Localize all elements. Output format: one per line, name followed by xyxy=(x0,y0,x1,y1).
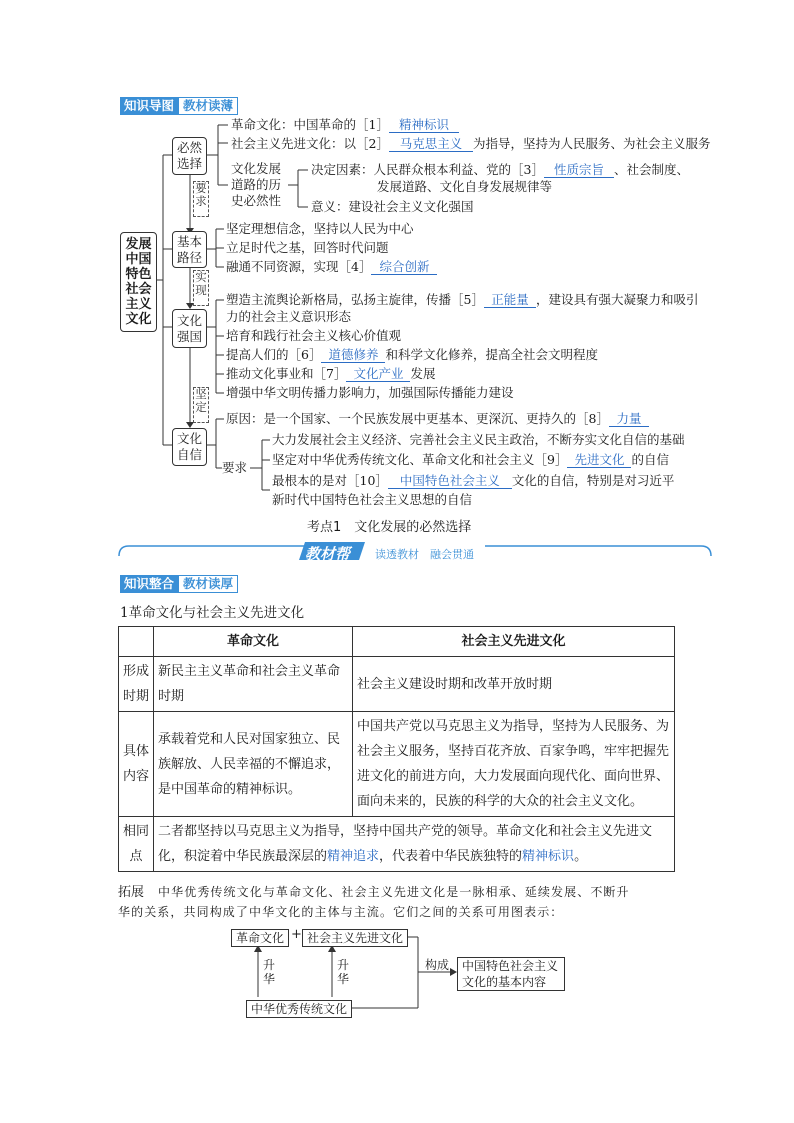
node-path xyxy=(172,231,207,268)
n1-row3-post: 、社会制度、 xyxy=(613,162,689,177)
same-text-e: 。 xyxy=(574,849,588,864)
n4-row3-text: 坚定对中华优秀传统文化、革命文化和社会主义［9］ xyxy=(272,452,568,467)
map-tag-left: 知识导图 xyxy=(120,97,178,115)
diagram-sublimate-label-1: 升华 xyxy=(263,958,276,986)
node-power xyxy=(172,309,207,348)
n4-row3 xyxy=(272,452,669,468)
n4-row1-text: 原因：是一个国家、一个民族发展中更基本、更深沉、更持久的［8］ xyxy=(226,411,609,426)
table-header-row xyxy=(119,627,675,657)
extend-text1: 中华优秀传统文化与革命文化、社会主义先进文化是一脉相承、延续发展、不断升 xyxy=(158,885,630,899)
n4-req-label: 要求 xyxy=(222,460,248,475)
same-text-c: ，代表着中华民族独特的 xyxy=(379,849,523,864)
link-realize: 实现 xyxy=(193,270,209,306)
n1-row2 xyxy=(231,136,710,152)
kaodian-title: 考点1 文化发展的必然选择 xyxy=(307,520,472,535)
diagram-basic-content: 中国特色社会主义文化的基本内容 xyxy=(457,957,565,991)
n3-row4-text: 推动文化事业和［7］ xyxy=(226,366,347,381)
n3-row3-post: 和科学文化修养，提高全社会文明程度 xyxy=(385,347,598,362)
extend-line1 xyxy=(118,881,630,900)
diagram-sublimate-label-2: 升华 xyxy=(337,958,350,986)
n1-row4: 意义：建设社会主义文化强国 xyxy=(311,199,474,214)
comparison-table xyxy=(118,626,675,872)
n3-row3-text: 提高人们的［6］ xyxy=(226,347,322,362)
answer-1: 精神标识 xyxy=(389,118,459,133)
n2-row2: 立足时代之基，回答时代问题 xyxy=(226,240,389,255)
answer-9: 先进文化 xyxy=(567,453,631,468)
n3-row2: 培育和践行社会主义核心价值观 xyxy=(226,328,402,343)
link-firm: 坚定 xyxy=(193,387,209,423)
table-cell: 承载着党和人民对国家独立、民族解放、人民幸福的不懈追求，是中国革命的精神标识。 xyxy=(154,712,353,817)
section-title: 1革命文化与社会主义先进文化 xyxy=(120,605,305,621)
same-highlight-1: 精神追求 xyxy=(327,849,380,864)
extend-line2: 华的关系，共同构成了中华文化的主体与主流。它们之间的关系可用图表示： xyxy=(118,905,564,919)
diagram-traditional-culture: 中华优秀传统文化 xyxy=(246,1000,352,1018)
node-confidence-label: 文化自信 xyxy=(176,431,202,462)
table-header-col2: 社会主义先进文化 xyxy=(353,627,675,657)
diagram-socialist-culture: 社会主义先进文化 xyxy=(302,929,408,947)
n1-row3 xyxy=(311,162,689,178)
answer-8: 力量 xyxy=(609,412,649,427)
n1-row1 xyxy=(231,117,459,133)
n3-row1b: 力的社会主义意识形态 xyxy=(226,309,352,324)
n1-row1-text: 革命文化：中国革命的［1］ xyxy=(231,117,389,132)
map-tag-right: 教材读薄 xyxy=(178,97,238,115)
diagram-compose-label: 构成 xyxy=(425,958,450,972)
same-text-a: 二者都坚持以马克思主义为指导，坚持中国共产党的领导。革命文化和社会主义先进文化，积淀着中华民族最深层的 xyxy=(158,824,653,864)
answer-4: 综合创新 xyxy=(371,260,437,275)
root-node xyxy=(120,232,157,332)
banner-subtitle: 读透教材 融会贯通 xyxy=(375,548,474,561)
extend-label: 拓展 xyxy=(118,885,145,900)
n3-row4 xyxy=(226,366,435,382)
table-cell: 新民主主义革命和社会主义革命时期 xyxy=(154,657,353,712)
table-header-col1: 革命文化 xyxy=(154,627,353,657)
banner-title: 教材帮 xyxy=(305,545,351,563)
n1-row3b: 发展道路、文化自身发展规律等 xyxy=(377,179,553,194)
diagram-revolution-culture: 革命文化 xyxy=(231,929,289,947)
n2-row3 xyxy=(226,259,437,275)
answer-5: 正能量 xyxy=(484,293,536,308)
table-row xyxy=(119,712,675,817)
link-require: 要求 xyxy=(193,181,209,217)
node-necessary xyxy=(172,137,207,175)
diagram-plus: + xyxy=(291,927,302,942)
table-row-same xyxy=(119,817,675,872)
integration-tag-right: 教材读厚 xyxy=(178,575,238,593)
answer-6: 道德修养 xyxy=(321,348,385,363)
n4-row4 xyxy=(272,473,674,489)
n1-row2-post: 为指导，坚持为人民服务、为社会主义服务 xyxy=(472,136,711,151)
same-highlight-2: 精神标识 xyxy=(522,849,575,864)
n4-row4b: 新时代中国特色社会主义思想的自信 xyxy=(272,492,473,507)
n4-row1 xyxy=(226,411,649,427)
root-label: 发展中国特色社会主义文化 xyxy=(125,237,152,327)
answer-3: 性质宗旨 xyxy=(544,163,614,178)
node-path-label: 基本路径 xyxy=(176,233,202,265)
n3-row1-post: ，建设具有强大凝聚力和吸引 xyxy=(535,292,699,307)
n4-row2: 大力发展社会主义经济、完善社会主义民主政治，不断夯实文化自信的基础 xyxy=(272,432,685,447)
n3-row4-post: 发展 xyxy=(410,366,436,381)
n1-row2-text: 社会主义先进文化：以［2］ xyxy=(231,136,389,151)
n3-row1 xyxy=(226,292,698,308)
n3-row1-text: 塑造主流舆论新格局，弘扬主旋律，传播［5］ xyxy=(226,292,484,307)
n4-row4-post: 文化的自信，特别是对习近平 xyxy=(511,473,675,488)
n1-row3-text: 决定因素：人民群众根本利益、党的［3］ xyxy=(311,162,544,177)
n2-row1: 坚定理想信念，坚持以人民为中心 xyxy=(226,221,414,236)
n1-sublabel: 文化发展道路的历史必然性 xyxy=(231,161,282,208)
n2-row3-text: 融通不同资源，实现［4］ xyxy=(226,259,372,274)
n3-row5: 增强中华文明传播力影响力，加强国际传播能力建设 xyxy=(226,385,514,400)
table-row-label: 具体内容 xyxy=(119,712,154,817)
answer-2: 马克思主义 xyxy=(389,137,473,152)
answer-7: 文化产业 xyxy=(346,367,410,382)
node-necessary-label: 必然选择 xyxy=(176,140,202,171)
n4-row3-post: 的自信 xyxy=(631,452,669,467)
table-row-label: 形成时期 xyxy=(119,657,154,712)
n3-row3 xyxy=(226,347,598,363)
table-row-label: 相同点 xyxy=(119,817,154,872)
table-cell: 中国共产党以马克思主义为指导，坚持为人民服务、为社会主义服务，坚持百花齐放、百家争鸣，牢牢把握先进文化的前进方向，大力发展面向现代化、面向世界、面向未来的，民族的科学的大众的社会主义文化。 xyxy=(353,712,675,817)
table-row xyxy=(119,657,675,712)
n4-row4-text: 最根本的是对［10］ xyxy=(272,473,388,488)
integration-tag-left: 知识整合 xyxy=(120,575,178,593)
table-cell-same xyxy=(154,817,675,872)
node-confidence xyxy=(172,428,207,466)
integration-tag xyxy=(120,575,238,593)
table-header-empty xyxy=(119,627,154,657)
table-cell: 社会主义建设时期和改革开放时期 xyxy=(353,657,675,712)
node-power-label: 文化强国 xyxy=(176,312,202,344)
answer-10: 中国特色社会主义 xyxy=(388,474,512,489)
